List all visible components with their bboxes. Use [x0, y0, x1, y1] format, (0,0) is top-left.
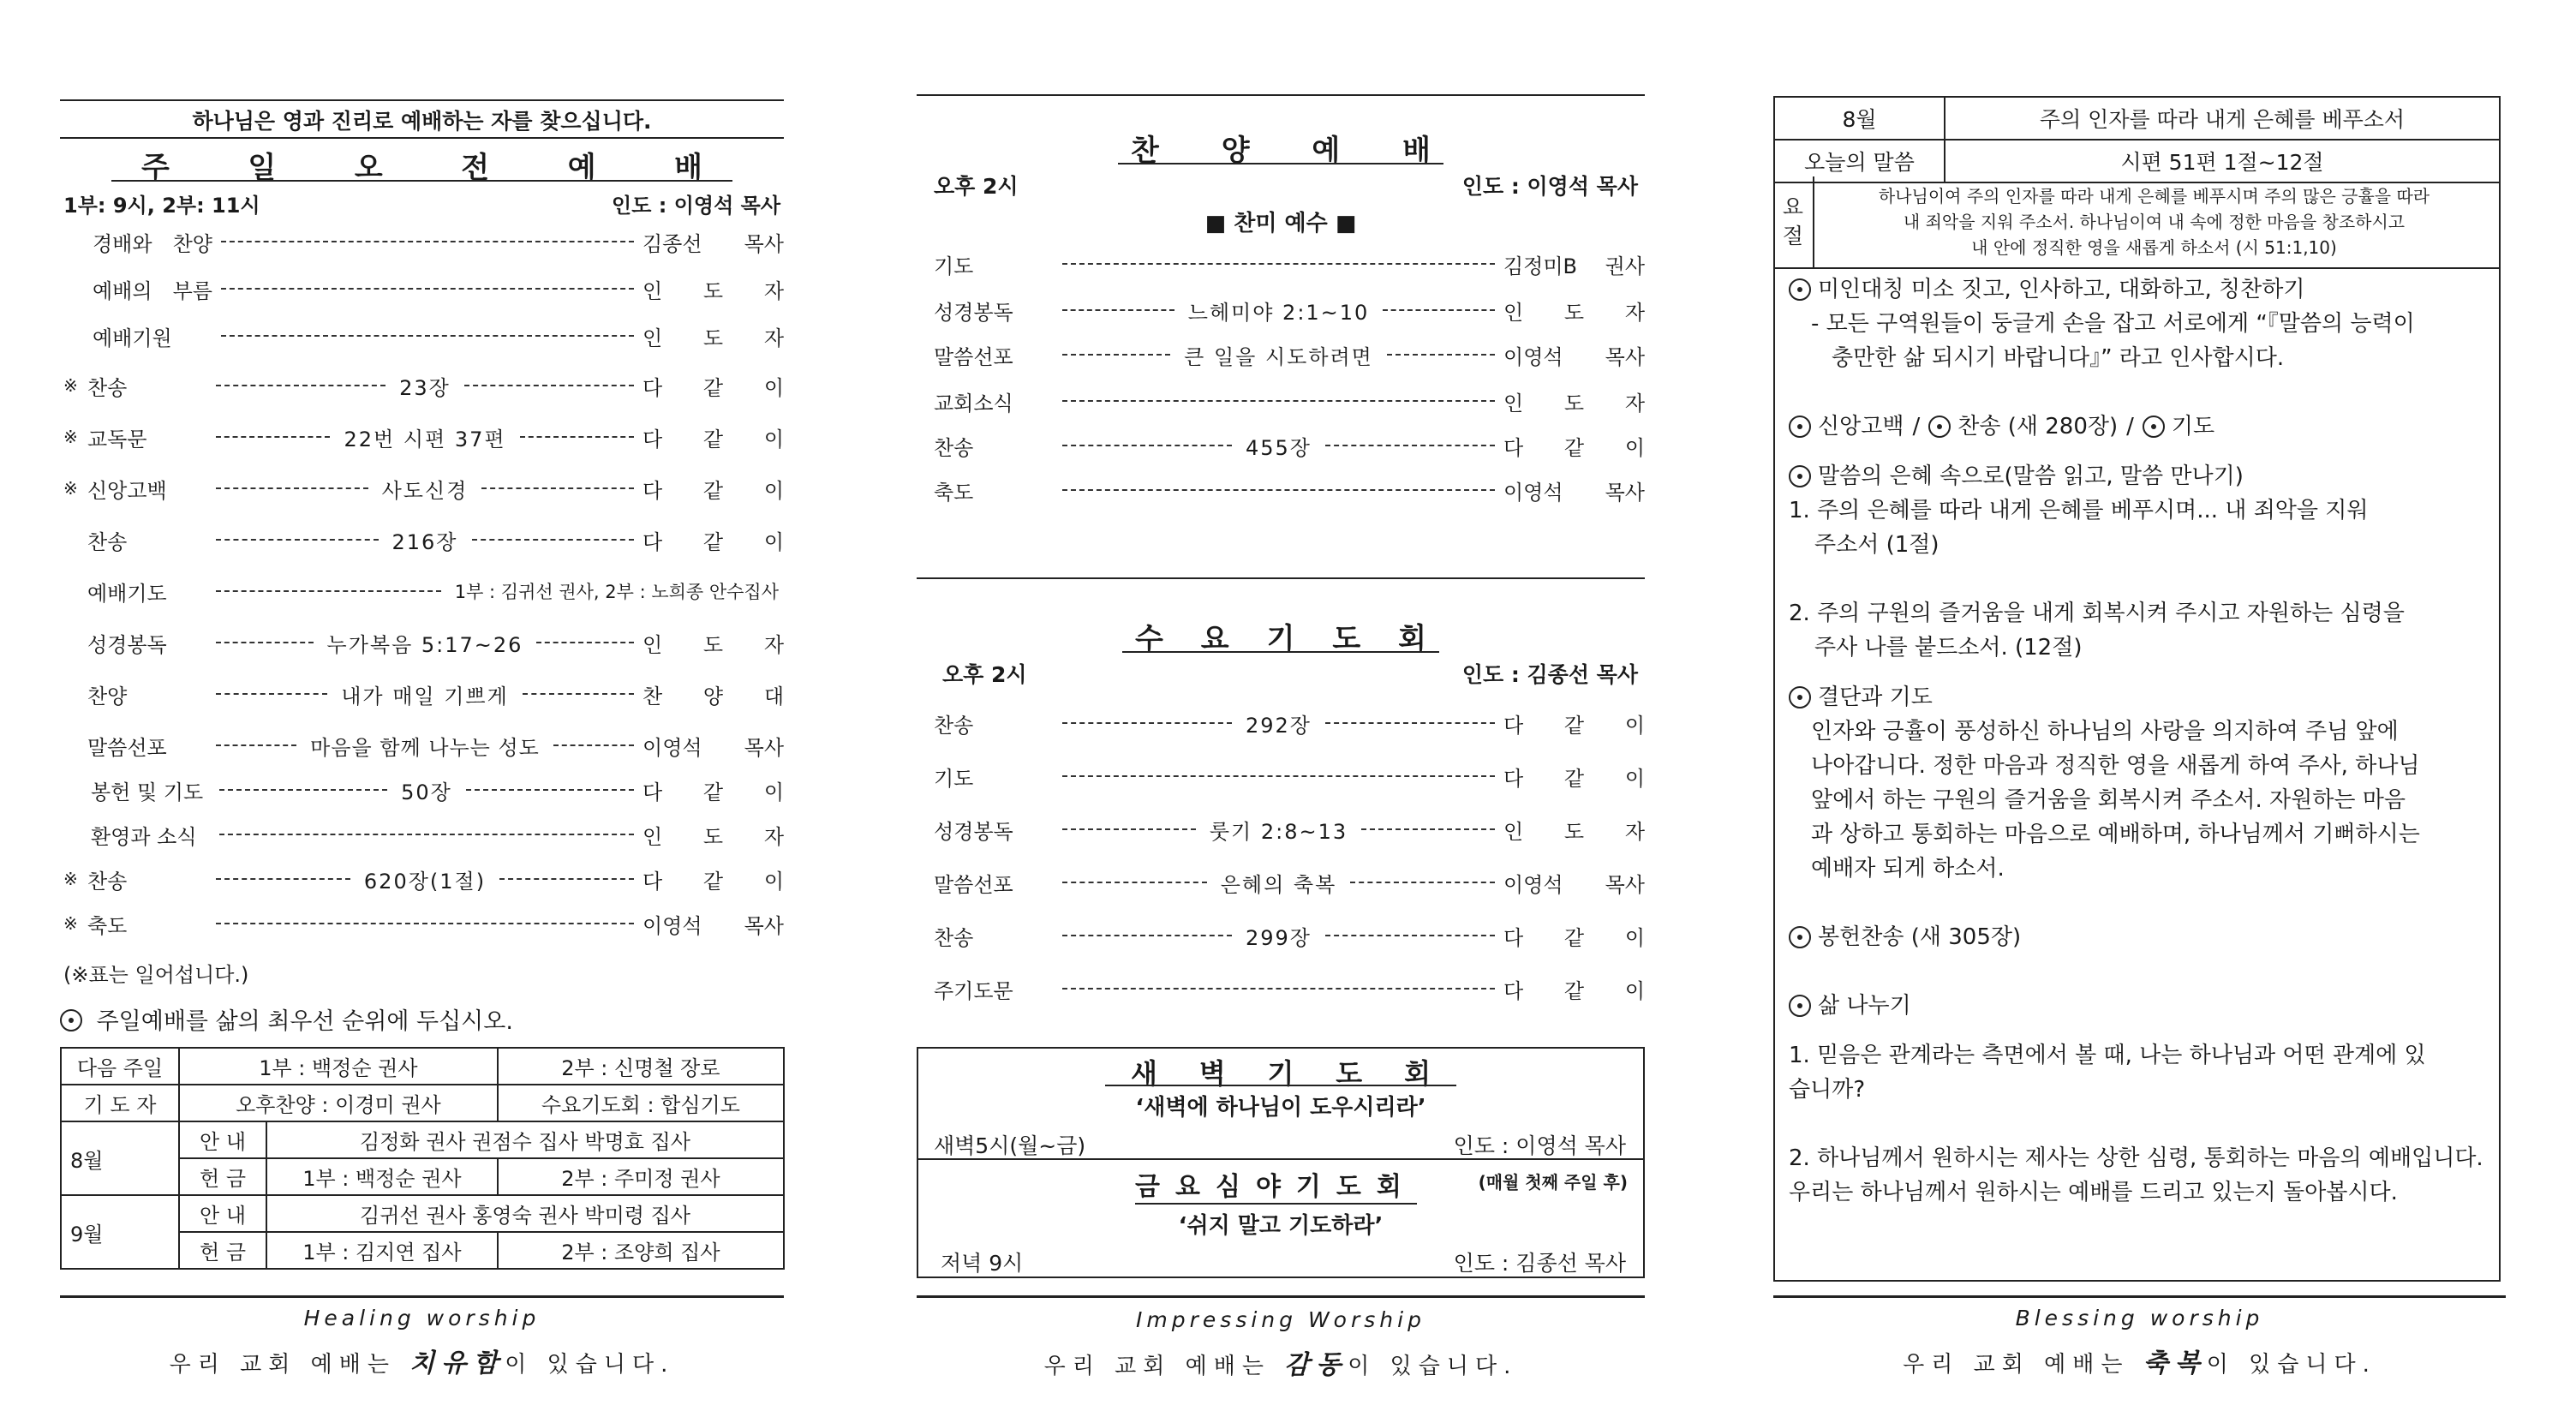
order-who: 인 도 자 [643, 632, 785, 657]
order-detail: 마음을 함께 나누는 성도 [310, 735, 540, 760]
key-verse-line: 내 안에 정직한 영을 새롭게 하소서 (시 51:1,10) [1971, 237, 2337, 258]
monthly-theme: 주의 인자를 따라 내게 은혜를 베푸소서 [1945, 97, 2500, 140]
title-char: 찬 [1131, 134, 1159, 168]
stand-mark: ※ [63, 913, 78, 934]
order-detail: 292장 [1246, 713, 1312, 738]
worship-banner: Healing worship [303, 1306, 541, 1330]
order-row [60, 224, 784, 259]
section-title: 미인대칭 미소 짓고, 인사하고, 대화하고, 칭찬하기 [1818, 277, 2305, 302]
question-text: 주소서 (1절) [1814, 532, 1939, 558]
title-char: 새 [1131, 1057, 1157, 1090]
afternoon-service-panel [917, 0, 1645, 1423]
title-char: 도 [1332, 622, 1361, 656]
section-offering-hymn [1789, 920, 2490, 954]
title-char: 요 [1200, 622, 1229, 656]
square-icon: ■ [1204, 211, 1227, 236]
stand-note: (※표는 일어섭니다.) [63, 963, 249, 987]
service-times: 1부: 9시, 2부: 11시 [63, 194, 260, 218]
bottom-rule [917, 1295, 1645, 1298]
sharing-question: 1. 믿음은 관계라는 측면에서 볼 때, 나는 하나님과 어떤 관계에 있 [1789, 1043, 2426, 1068]
question-text: 1. 주의 은혜를 따라 내게 은혜를 베푸시며... 내 죄악을 지워 [1789, 498, 2369, 523]
duty-cell: 오후찬양 : 이경미 권사 [179, 1085, 498, 1121]
duty-cell: 김정화 권사 권점수 집사 박명효 집사 [266, 1121, 784, 1158]
top-rule [917, 94, 1645, 96]
dawn-time: 새벽5시(월~금) [934, 1133, 1086, 1158]
order-detail: 50장 [401, 780, 452, 804]
prayer-leader-label: 기 도 자 [61, 1085, 179, 1121]
title-underline [1118, 163, 1443, 164]
order-who: 이영석 목사 [1503, 872, 1645, 897]
worship-banner: Blessing worship [2015, 1306, 2264, 1330]
praise-leader: 인도 : 이영석 목사 [1461, 174, 1638, 199]
order-row [917, 972, 1645, 1006]
order-detail: 누가복음 5:17~26 [326, 632, 523, 657]
order-who: 이영석 목사 [1503, 344, 1646, 369]
duty-cell: 김귀선 권사 홍영숙 권사 박미령 집사 [266, 1195, 784, 1232]
month-label: 8월 [1774, 97, 1945, 140]
title-underline [111, 180, 732, 182]
order-who: 인 도 자 [1503, 391, 1645, 416]
order-label: 말씀선포 [87, 735, 167, 760]
order-detail: 은혜의 축복 [1220, 872, 1337, 897]
order-row [917, 759, 1645, 793]
order-who: 다 같 이 [1503, 925, 1645, 950]
order-row [917, 293, 1645, 327]
title-char: 예 [567, 151, 596, 185]
order-who: 찬 양 대 [643, 684, 785, 709]
lesson-header-table [1773, 96, 2501, 183]
order-label: 찬송 [934, 925, 974, 950]
motto-rule [60, 137, 784, 139]
order-detail: 큰 일을 시도하려면 [1184, 344, 1373, 369]
prayer-line: 과 상하고 통회하는 마음으로 예배하며, 하나님께서 기뻐하시는 [1811, 822, 2420, 847]
today-word-label: 오늘의 말씀 [1774, 140, 1945, 182]
section-title: 삶 나누기 [1818, 993, 1911, 1019]
title-char: 도 [1336, 1057, 1363, 1090]
prayer-line: 예배자 되게 하소서. [1811, 856, 2005, 882]
key-verse-char: 절 [1782, 224, 1804, 248]
footer-slogan [917, 1343, 1645, 1381]
order-label: 교독문 [87, 427, 147, 451]
service-leader: 인도 : 이영석 목사 [612, 194, 780, 218]
prayer-line: 앞에서 하는 구원의 즐거움을 회복시켜 주소서. 자원하는 마음 [1811, 787, 2406, 813]
circle-dot-icon [1789, 416, 1811, 438]
order-label: 교회소식 [934, 391, 1013, 416]
order-row [60, 773, 784, 807]
month-label: 9월 [61, 1195, 179, 1269]
box-divider [917, 1158, 1645, 1160]
circle-dot-icon [1789, 686, 1811, 709]
section-word [1789, 459, 2490, 493]
section-title: 봉헌찬송 (새 305장) [1818, 924, 2022, 950]
title-char: 주 [141, 151, 170, 185]
circle-dot-icon [1789, 926, 1811, 948]
order-label: 성경봉독 [934, 819, 1013, 844]
section-title: 말씀의 은혜 속으로(말씀 읽고, 말씀 만나기) [1818, 463, 2244, 489]
title-char: 배 [674, 151, 702, 185]
worship-banner: Impressing Worship [1136, 1307, 1425, 1332]
footer-keyword: 감동 [1284, 1350, 1348, 1380]
order-label: 기도 [934, 766, 974, 791]
footer-text: 이 있습니다. [1348, 1354, 1518, 1379]
footer-keyword: 축복 [2143, 1348, 2207, 1378]
order-row [60, 574, 784, 608]
key-verse-char: 요 [1782, 194, 1804, 219]
footer-keyword: 치유함 [409, 1348, 505, 1378]
key-verse-text [1816, 183, 2492, 260]
order-detail: 사도신경 [381, 478, 469, 503]
question-text: 2. 주의 구원의 즐거움을 내게 회복시켜 주시고 자원하는 심령을 [1789, 601, 2405, 626]
month-label: 8월 [61, 1121, 179, 1195]
sunday-service-panel [60, 0, 784, 1423]
key-verse-box [1773, 176, 2501, 269]
order-row [917, 812, 1645, 846]
title-char: 기 [1266, 622, 1295, 656]
order-label: 봉헌 및 기도 [91, 780, 204, 804]
top-rule [60, 99, 784, 101]
order-who: 이영석 목사 [643, 735, 785, 760]
order-who: 김종선 목사 [643, 231, 784, 256]
title-char: 수 [1135, 622, 1163, 656]
order-label: 환영과 소식 [91, 824, 197, 849]
order-row [60, 862, 784, 896]
order-detail: 1부 : 김귀선 권사, 2부 : 노희종 안수집사 [454, 582, 779, 602]
key-verse-line: 하나님이여 주의 인자를 따라 내게 은혜를 베푸시며 주의 많은 긍휼을 따라 [1878, 186, 2430, 206]
section-sharing [1789, 989, 2490, 1023]
praise-time: 오후 2시 [934, 174, 1019, 199]
order-label: 말씀선포 [934, 872, 1013, 897]
order-label: 축도 [87, 913, 128, 938]
square-icon: ■ [1335, 211, 1357, 236]
creed-label: 신앙고백 [1818, 414, 1904, 439]
order-row [60, 272, 784, 306]
order-detail: 299장 [1246, 925, 1312, 950]
duty-cell: 1부 : 백정순 권사 [266, 1158, 498, 1195]
order-row [917, 338, 1645, 372]
friday-time: 저녁 9시 [941, 1251, 1024, 1276]
order-label: 성경봉독 [934, 300, 1013, 325]
order-row [917, 473, 1645, 507]
footer-text: 이 있습니다. [2206, 1352, 2376, 1378]
dawn-leader: 인도 : 이영석 목사 [1453, 1133, 1626, 1158]
title-char: 오 [354, 151, 383, 185]
order-label: 예배의 부름 [93, 278, 212, 303]
order-who: 인 도 자 [1503, 300, 1646, 325]
circle-dot-icon [1789, 278, 1811, 301]
motto: 하나님은 영과 진리로 예배하는 자를 찾으십니다. [192, 109, 652, 134]
order-row [60, 728, 784, 762]
circle-dot-icon [1789, 995, 1811, 1017]
duty-cell: 1부 : 백정순 권사 [179, 1048, 498, 1085]
order-detail: 23장 [399, 375, 451, 400]
order-detail: 22번 시편 37편 [344, 427, 506, 451]
duty-cell: 수요기도회 : 합심기도 [498, 1085, 784, 1121]
order-row [917, 706, 1645, 740]
order-who: 이영석 목사 [643, 913, 784, 938]
prayer-line: 인자와 긍휼이 풍성하신 하나님의 사랑을 의지하여 주님 앞에 [1811, 719, 2399, 744]
order-row [60, 625, 784, 660]
greeting-text: - 모든 구역원들이 둥글게 손을 잡고 서로에게 “『말씀의 능력이 [1811, 311, 2415, 337]
title-char: 전 [461, 151, 490, 185]
order-who: 다 같 이 [1503, 435, 1645, 460]
section-decision [1789, 680, 2490, 714]
footer-text: 이 있습니다. [505, 1352, 675, 1378]
key-verse-line: 내 죄악을 지워 주소서. 하나님이여 내 속에 정한 마음을 창조하시고 [1903, 212, 2406, 232]
small-group-panel [1773, 0, 2506, 1423]
order-who: 다 같 이 [643, 427, 785, 451]
sharing-question: 우리는 하나님께서 원하시는 예배를 드리고 있는지 돌아봅시다. [1789, 1180, 2398, 1205]
order-who: 다 같 이 [643, 375, 785, 400]
stand-mark: ※ [63, 869, 78, 889]
greeting-text: 충만한 삶 되시기 바랍니다』” 라고 인사합시다. [1832, 345, 2285, 371]
order-label: 찬송 [87, 869, 128, 894]
order-row [917, 865, 1645, 900]
order-label: 성경봉독 [87, 632, 167, 657]
footer-slogan [60, 1342, 784, 1379]
duty-cell: 2부 : 조양희 집사 [498, 1232, 784, 1269]
question-text: 주사 나를 붙드소서. (12절) [1814, 635, 2083, 661]
title-char: 배 [1402, 134, 1431, 168]
order-who: 다 같 이 [643, 478, 784, 503]
section-title: 결단과 기도 [1818, 685, 1933, 710]
friday-verse: ‘쉬지 말고 기도하라’ [1178, 1213, 1384, 1239]
wednesday-leader: 인도 : 김종선 목사 [1461, 662, 1638, 687]
order-label: 축도 [934, 480, 974, 505]
prayer-label: 기도 [2171, 414, 2215, 439]
scripture-reference: 시편 51편 1절~12절 [1945, 140, 2500, 182]
order-label: 찬양 [87, 684, 128, 709]
order-row [60, 471, 784, 505]
sharing-question: 2. 하나님께서 원하시는 제사는 상한 심령, 통회하는 마음의 예배입니다. [1789, 1145, 2483, 1171]
friday-prayer-note: (매월 첫째 주일 후) [1478, 1172, 1628, 1193]
order-label: 찬송 [87, 375, 128, 400]
title-char: 회 [1398, 622, 1426, 656]
title-char: 회 [1404, 1057, 1431, 1090]
key-verse-label [1773, 176, 1814, 267]
title-char: 기 [1267, 1057, 1294, 1090]
order-label: 말씀선포 [934, 344, 1013, 369]
order-row [60, 420, 784, 454]
order-who: 다 같 이 [643, 869, 784, 894]
priority-note-text: 주일예배를 삶의 최우선 순위에 두십시오. [96, 1008, 513, 1035]
order-row [60, 319, 784, 353]
order-who: 다 같 이 [1503, 766, 1645, 791]
duty-cell: 2부 : 주미정 권사 [498, 1158, 784, 1195]
order-row [917, 428, 1645, 463]
friday-leader: 인도 : 김종선 목사 [1453, 1251, 1626, 1276]
circle-dot-icon [2143, 416, 2165, 438]
order-row [60, 368, 784, 403]
footer-text: 우리 교회 예배는 [1043, 1354, 1285, 1379]
order-row [917, 247, 1645, 281]
bottom-rule [1773, 1295, 2506, 1298]
stand-mark: ※ [63, 427, 78, 447]
wednesday-time: 오후 2시 [942, 662, 1027, 687]
sharing-question: 습니까? [1789, 1077, 1866, 1103]
order-label: 찬송 [87, 529, 128, 554]
title-char: 예 [1312, 134, 1341, 168]
order-who: 이영석 목사 [1503, 480, 1645, 505]
circle-dot-icon [1928, 416, 1951, 438]
order-who: 인 도 자 [643, 824, 784, 849]
order-row [60, 523, 784, 557]
order-row [60, 677, 784, 711]
section-greeting [1789, 272, 2490, 307]
title-char: 벽 [1198, 1057, 1226, 1090]
duty-cell: 1부 : 김지연 집사 [266, 1232, 498, 1269]
footer-text: 우리 교회 예배는 [169, 1352, 410, 1378]
order-who: 김정미B 권사 [1503, 254, 1645, 278]
friday-prayer-title: 금요심야기도회 [1135, 1165, 1417, 1205]
circle-dot-icon [60, 1009, 82, 1031]
section-opening: 신앙고백 / 찬송 (새 280장) / 기도 [1789, 410, 2490, 444]
order-detail: 느헤미야 2:1~10 [1187, 300, 1370, 325]
hymn-label: 찬송 (새 280장) [1957, 414, 2119, 439]
duty-table [60, 1047, 785, 1270]
hymn-heading [917, 206, 1645, 237]
order-detail: 620장(1절) [363, 869, 487, 894]
title-underline [1105, 1085, 1456, 1086]
circle-dot-icon [1789, 465, 1811, 487]
order-label: 주기도문 [934, 978, 1013, 1003]
footer-slogan [1773, 1342, 2506, 1379]
order-who: 인 도 자 [643, 326, 784, 350]
order-row [60, 817, 784, 852]
prayer-line: 나아갑니다. 정한 마음과 정직한 영을 새롭게 하여 주사, 하나님 [1811, 753, 2420, 779]
order-who: 다 같 이 [643, 780, 785, 804]
order-label: 찬송 [934, 435, 974, 460]
order-label: 기도 [934, 254, 974, 278]
order-label: 예배기원 [93, 326, 172, 350]
priority-note [60, 1002, 513, 1036]
title-char: 양 [1221, 134, 1250, 168]
order-row [60, 906, 784, 941]
dawn-verse: ‘새벽에 하나님이 도우시리라’ [1135, 1095, 1426, 1121]
usher-label: 안 내 [179, 1195, 266, 1232]
order-row [917, 918, 1645, 953]
next-week-label: 다음 주일 [61, 1048, 179, 1085]
bottom-rule [60, 1295, 784, 1298]
order-label: 신앙고백 [87, 478, 167, 503]
order-who: 다 같 이 [1503, 978, 1645, 1003]
hymn-title: 찬미 예수 [1234, 211, 1328, 236]
stand-mark: ※ [63, 375, 78, 396]
footer-text: 우리 교회 예배는 [1903, 1352, 2143, 1378]
order-detail: 내가 매일 기쁘게 [341, 684, 509, 709]
order-label: 예배기도 [87, 581, 167, 606]
usher-label: 안 내 [179, 1121, 266, 1158]
offering-label: 헌 금 [179, 1232, 266, 1269]
order-detail: 455장 [1246, 435, 1312, 460]
order-detail: 216장 [391, 529, 458, 554]
title-char: 일 [248, 151, 277, 185]
order-label: 경배와 찬양 [93, 231, 212, 256]
duty-cell: 2부 : 신명철 장로 [498, 1048, 784, 1085]
title-underline [1122, 651, 1439, 653]
order-label: 찬송 [934, 713, 974, 738]
order-who: 인 도 자 [1503, 819, 1645, 844]
order-row [917, 384, 1645, 418]
small-group-content [1789, 272, 2490, 1210]
order-who: 다 같 이 [643, 529, 784, 554]
section-rule [917, 577, 1645, 579]
stand-mark: ※ [63, 478, 78, 499]
order-detail: 룻기 2:8~13 [1209, 819, 1348, 844]
offering-label: 헌 금 [179, 1158, 266, 1195]
order-who: 인 도 자 [643, 278, 784, 303]
order-who: 다 같 이 [1503, 713, 1645, 738]
